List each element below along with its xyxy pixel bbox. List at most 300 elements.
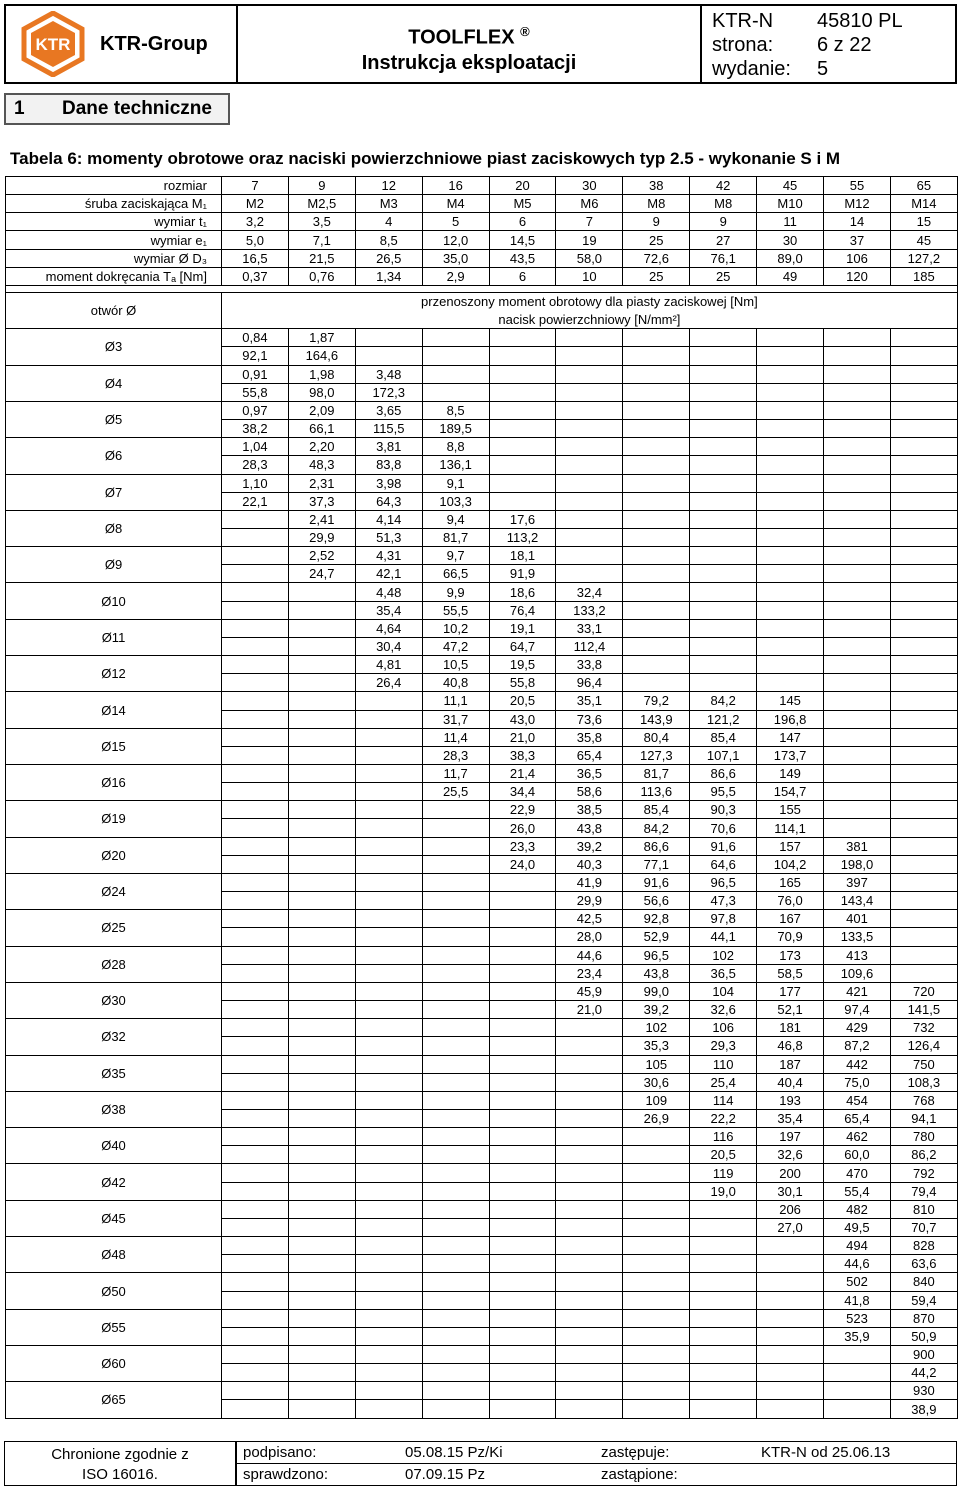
spec-cell: 43,5 [489,249,556,267]
torque-cell [757,583,824,601]
torque-cell [355,692,422,710]
subheader-line1: przenoszony moment obrotowy dla piasty zaciskowej [Nm] [222,292,958,310]
pressure-cell: 107,1 [690,746,757,764]
pressure-cell: 44,2 [890,1364,957,1382]
pressure-cell [355,1400,422,1418]
pressure-cell [824,674,891,692]
torque-cell: 1,04 [222,438,289,456]
torque-cell: 91,6 [623,873,690,891]
pressure-cell [288,1400,355,1418]
torque-cell [222,1382,289,1400]
pressure-cell: 95,5 [690,783,757,801]
pressure-cell [288,1255,355,1273]
torque-cell [690,1200,757,1218]
spec-cell: M12 [824,195,891,213]
spec-cell: 5 [422,213,489,231]
pressure-cell: 36,5 [690,964,757,982]
spec-cell: M4 [422,195,489,213]
torque-cell [824,438,891,456]
torque-cell [623,583,690,601]
pressure-cell [489,1146,556,1164]
spec-cell: M3 [355,195,422,213]
bore-label: Ø50 [6,1273,222,1309]
pressure-cell: 49,5 [824,1218,891,1236]
pressure-cell: 91,9 [489,565,556,583]
torque-cell: 36,5 [556,765,623,783]
torque-cell: 105 [623,1055,690,1073]
torque-cell: 4,81 [355,656,422,674]
torque-cell [222,1346,289,1364]
pressure-cell: 84,2 [623,819,690,837]
spec-cell: 10 [556,267,623,285]
pressure-cell [288,1109,355,1127]
spec-cell: M8 [623,195,690,213]
pressure-cell [222,1001,289,1019]
pressure-cell [355,1001,422,1019]
bore-row-torque [6,728,958,746]
torque-cell: 1,10 [222,474,289,492]
pressure-cell: 28,0 [556,928,623,946]
torque-cell [556,1091,623,1109]
pressure-cell: 37,3 [288,492,355,510]
torque-cell [623,1273,690,1291]
torque-cell [422,1055,489,1073]
spec-cell: 89,0 [757,249,824,267]
torque-cell [824,329,891,347]
bore-label: Ø11 [6,619,222,655]
torque-cell: 429 [824,1019,891,1037]
pressure-cell [222,1255,289,1273]
pressure-cell [355,892,422,910]
pressure-cell [757,383,824,401]
pressure-cell [623,1255,690,1273]
pressure-cell [757,601,824,619]
torque-cell: 10,5 [422,656,489,674]
torque-cell: 85,4 [690,728,757,746]
torque-cell [422,365,489,383]
torque-cell [288,583,355,601]
torque-cell: 768 [890,1091,957,1109]
torque-cell [489,873,556,891]
torque-cell [556,1382,623,1400]
torque-table [5,176,958,1419]
pressure-cell [222,1291,289,1309]
spec-cell: 14 [824,213,891,231]
torque-cell: 442 [824,1055,891,1073]
torque-cell: 21,4 [489,765,556,783]
bore-row-torque [6,1273,958,1291]
bore-row-torque [6,1055,958,1073]
torque-cell [222,873,289,891]
pressure-cell [355,855,422,873]
bore-label: Ø48 [6,1237,222,1273]
pressure-cell [222,565,289,583]
pressure-cell [422,819,489,837]
pressure-cell: 46,8 [757,1037,824,1055]
torque-cell [288,1309,355,1327]
torque-cell [355,1128,422,1146]
pressure-cell: 42,1 [355,565,422,583]
pressure-cell: 143,4 [824,892,891,910]
torque-cell [623,1237,690,1255]
torque-cell [422,837,489,855]
torque-cell: 3,65 [355,401,422,419]
torque-cell: 18,6 [489,583,556,601]
torque-cell [757,474,824,492]
pressure-cell: 29,9 [288,528,355,546]
torque-cell [757,1382,824,1400]
pressure-cell [222,1364,289,1382]
torque-cell [489,474,556,492]
pressure-cell [824,1364,891,1382]
spec-cell: 106 [824,249,891,267]
pressure-cell [222,1400,289,1418]
document-header [4,4,957,84]
pressure-cell: 115,5 [355,420,422,438]
torque-cell [288,946,355,964]
bore-row-torque [6,1128,958,1146]
bore-row-torque [6,837,958,855]
spec-cell: 58,0 [556,249,623,267]
torque-cell [355,801,422,819]
pressure-cell [288,674,355,692]
torque-cell [824,619,891,637]
torque-cell [757,329,824,347]
pressure-cell [222,674,289,692]
pressure-cell: 41,8 [824,1291,891,1309]
torque-cell [824,801,891,819]
spec-cell: 76,1 [690,249,757,267]
torque-cell [222,801,289,819]
torque-cell [288,837,355,855]
pressure-cell: 66,1 [288,420,355,438]
spec-cell: 0,37 [222,267,289,285]
replaced-value [755,1464,956,1485]
torque-cell [890,837,957,855]
torque-cell [890,692,957,710]
pressure-cell [623,565,690,583]
pressure-cell [222,746,289,764]
pressure-cell [288,746,355,764]
torque-cell: 90,3 [690,801,757,819]
pressure-cell [690,528,757,546]
torque-cell [556,1273,623,1291]
pressure-cell [623,1400,690,1418]
spec-cell: 16 [422,177,489,195]
torque-cell [355,1309,422,1327]
pressure-cell [288,1073,355,1091]
torque-cell [422,1346,489,1364]
pressure-cell [556,456,623,474]
torque-cell [690,1273,757,1291]
pressure-cell [222,1146,289,1164]
spec-cell: 19 [556,231,623,249]
pressure-cell [890,492,957,510]
torque-cell [556,329,623,347]
spec-cell: M6 [556,195,623,213]
pressure-cell: 52,1 [757,1001,824,1019]
pressure-cell [757,1327,824,1345]
pressure-cell: 76,4 [489,601,556,619]
pressure-cell: 73,6 [556,710,623,728]
pressure-cell [222,1037,289,1055]
torque-cell [690,401,757,419]
pressure-cell [422,1255,489,1273]
torque-cell: 4,31 [355,547,422,565]
pressure-cell: 40,4 [757,1073,824,1091]
pressure-cell [355,928,422,946]
torque-cell [489,946,556,964]
pressure-cell: 55,4 [824,1182,891,1200]
pressure-cell [824,746,891,764]
torque-cell: 109 [623,1091,690,1109]
torque-cell [890,474,957,492]
pressure-cell [623,1146,690,1164]
section-heading [4,93,230,125]
bore-label: Ø28 [6,946,222,982]
torque-cell [355,1055,422,1073]
pressure-cell [824,383,891,401]
torque-cell [623,1164,690,1182]
torque-cell: 3,48 [355,365,422,383]
torque-cell [556,1200,623,1218]
torque-cell [222,1091,289,1109]
pressure-cell: 64,6 [690,855,757,873]
torque-cell [824,583,891,601]
torque-cell [556,474,623,492]
spec-cell: 25 [623,267,690,285]
spec-cell: 27 [690,231,757,249]
pressure-cell [556,1109,623,1127]
bore-label: Ø20 [6,837,222,873]
torque-cell: 86,6 [690,765,757,783]
pressure-cell: 52,9 [623,928,690,946]
torque-cell: 454 [824,1091,891,1109]
pressure-cell [824,601,891,619]
torque-cell: 187 [757,1055,824,1073]
pressure-cell [422,1146,489,1164]
pressure-cell [355,1255,422,1273]
pressure-cell [757,1400,824,1418]
bore-row-torque [6,692,958,710]
section-number: 1 [14,98,25,119]
logo-area [6,6,238,82]
pressure-cell [422,1218,489,1236]
table-caption: Tabela 6: momenty obrotowe oraz naciski powierzchniowe piast zaciskowych typ 2.5 - wykonanie S i M [10,149,841,168]
torque-cell [489,1055,556,1073]
torque-cell [422,1164,489,1182]
torque-cell [757,619,824,637]
bore-label: Ø9 [6,547,222,583]
pressure-cell [623,601,690,619]
spec-cell: 37 [824,231,891,249]
bore-row-torque [6,1019,958,1037]
pressure-cell [623,383,690,401]
bore-label: Ø25 [6,910,222,946]
spec-cell: 25 [623,231,690,249]
pressure-cell: 22,2 [690,1109,757,1127]
pressure-cell: 51,3 [355,528,422,546]
spec-row [6,213,958,231]
bore-row-torque [6,982,958,1000]
pressure-cell [890,964,957,982]
pressure-cell [222,819,289,837]
torque-cell [824,547,891,565]
pressure-cell: 70,7 [890,1218,957,1236]
pressure-cell: 35,4 [757,1109,824,1127]
pressure-cell: 28,3 [422,746,489,764]
pressure-cell [489,1073,556,1091]
pressure-cell [556,1400,623,1418]
torque-cell: 97,8 [690,910,757,928]
torque-cell [556,1164,623,1182]
pressure-cell [222,783,289,801]
signed-value: 05.08.15 Pz/Ki [399,1442,595,1464]
pressure-cell [556,1146,623,1164]
torque-cell: 2,09 [288,401,355,419]
torque-cell [222,583,289,601]
pressure-cell [355,1291,422,1309]
torque-cell [222,910,289,928]
torque-cell: 85,4 [623,801,690,819]
pressure-cell [690,1364,757,1382]
pressure-cell [355,1037,422,1055]
bore-row-torque [6,873,958,891]
pressure-cell: 143,9 [623,710,690,728]
pressure-cell: 21,0 [556,1001,623,1019]
subheader-line2: nacisk powierzchniowy [N/mm²] [222,311,958,329]
pressure-cell [288,601,355,619]
pressure-cell [355,1327,422,1345]
torque-cell: 413 [824,946,891,964]
pressure-cell: 59,4 [890,1291,957,1309]
torque-cell: 19,1 [489,619,556,637]
torque-cell [222,837,289,855]
torque-cell [222,982,289,1000]
pressure-cell [355,710,422,728]
pressure-cell [489,492,556,510]
bore-label: Ø32 [6,1019,222,1055]
pressure-cell: 79,4 [890,1182,957,1200]
spec-cell: 9 [288,177,355,195]
torque-cell: 21,0 [489,728,556,746]
pressure-cell: 48,3 [288,456,355,474]
pressure-cell [890,528,957,546]
spec-cell: 1,34 [355,267,422,285]
torque-cell [222,1164,289,1182]
pressure-cell [288,964,355,982]
pressure-cell: 81,7 [422,528,489,546]
spec-cell: 4 [355,213,422,231]
pressure-cell [222,1109,289,1127]
pressure-cell: 26,9 [623,1109,690,1127]
torque-cell [623,1382,690,1400]
bore-row-torque [6,910,958,928]
pressure-cell [623,1364,690,1382]
copyright-line2: ISO 16016. [82,1466,158,1483]
pressure-cell [623,420,690,438]
torque-cell: 177 [757,982,824,1000]
torque-cell [422,1237,489,1255]
pressure-cell [623,347,690,365]
spec-cell: M10 [757,195,824,213]
torque-cell [422,1091,489,1109]
torque-cell [288,1200,355,1218]
bore-row-torque [6,1091,958,1109]
pressure-cell [556,1073,623,1091]
pressure-cell [890,456,957,474]
torque-cell: 421 [824,982,891,1000]
product-name: TOOLFLEX [408,26,515,49]
torque-cell [890,401,957,419]
torque-cell: 381 [824,837,891,855]
pressure-cell: 58,6 [556,783,623,801]
torque-cell [355,1346,422,1364]
torque-cell [824,765,891,783]
torque-cell [489,1309,556,1327]
spec-row [6,177,958,195]
pressure-cell [890,347,957,365]
pressure-cell: 35,9 [824,1327,891,1345]
pressure-cell [222,637,289,655]
torque-cell [690,329,757,347]
pressure-cell [489,1327,556,1345]
torque-cell [355,1273,422,1291]
torque-cell [489,365,556,383]
torque-cell [489,910,556,928]
spec-row [6,267,958,285]
spec-cell: 30 [757,231,824,249]
pressure-cell [288,1001,355,1019]
pressure-cell [489,456,556,474]
torque-cell [556,1237,623,1255]
torque-cell: 155 [757,801,824,819]
torque-cell [288,1128,355,1146]
pressure-cell [890,819,957,837]
pressure-cell: 22,1 [222,492,289,510]
torque-cell [288,1164,355,1182]
pressure-cell: 19,0 [690,1182,757,1200]
bore-row-torque [6,1200,958,1218]
pressure-cell: 38,9 [890,1400,957,1418]
torque-cell: 200 [757,1164,824,1182]
torque-cell [757,1237,824,1255]
torque-cell [422,1019,489,1037]
pressure-cell [690,565,757,583]
torque-cell [757,365,824,383]
pressure-cell: 56,6 [623,892,690,910]
torque-cell: 9,7 [422,547,489,565]
torque-cell: 80,4 [623,728,690,746]
bore-row-torque [6,401,958,419]
torque-cell [489,1346,556,1364]
pressure-cell [556,528,623,546]
doc-id-value: 45810 PL [817,10,903,32]
torque-cell [288,656,355,674]
bore-label: Ø7 [6,474,222,510]
spec-cell: 49 [757,267,824,285]
pressure-cell [690,637,757,655]
pressure-cell: 198,0 [824,855,891,873]
registered-mark: ® [520,24,530,39]
pressure-cell: 94,1 [890,1109,957,1127]
pressure-cell: 29,3 [690,1037,757,1055]
torque-cell [489,401,556,419]
torque-cell [489,1237,556,1255]
pressure-cell [489,347,556,365]
bore-label: Ø19 [6,801,222,837]
torque-cell: 81,7 [623,765,690,783]
